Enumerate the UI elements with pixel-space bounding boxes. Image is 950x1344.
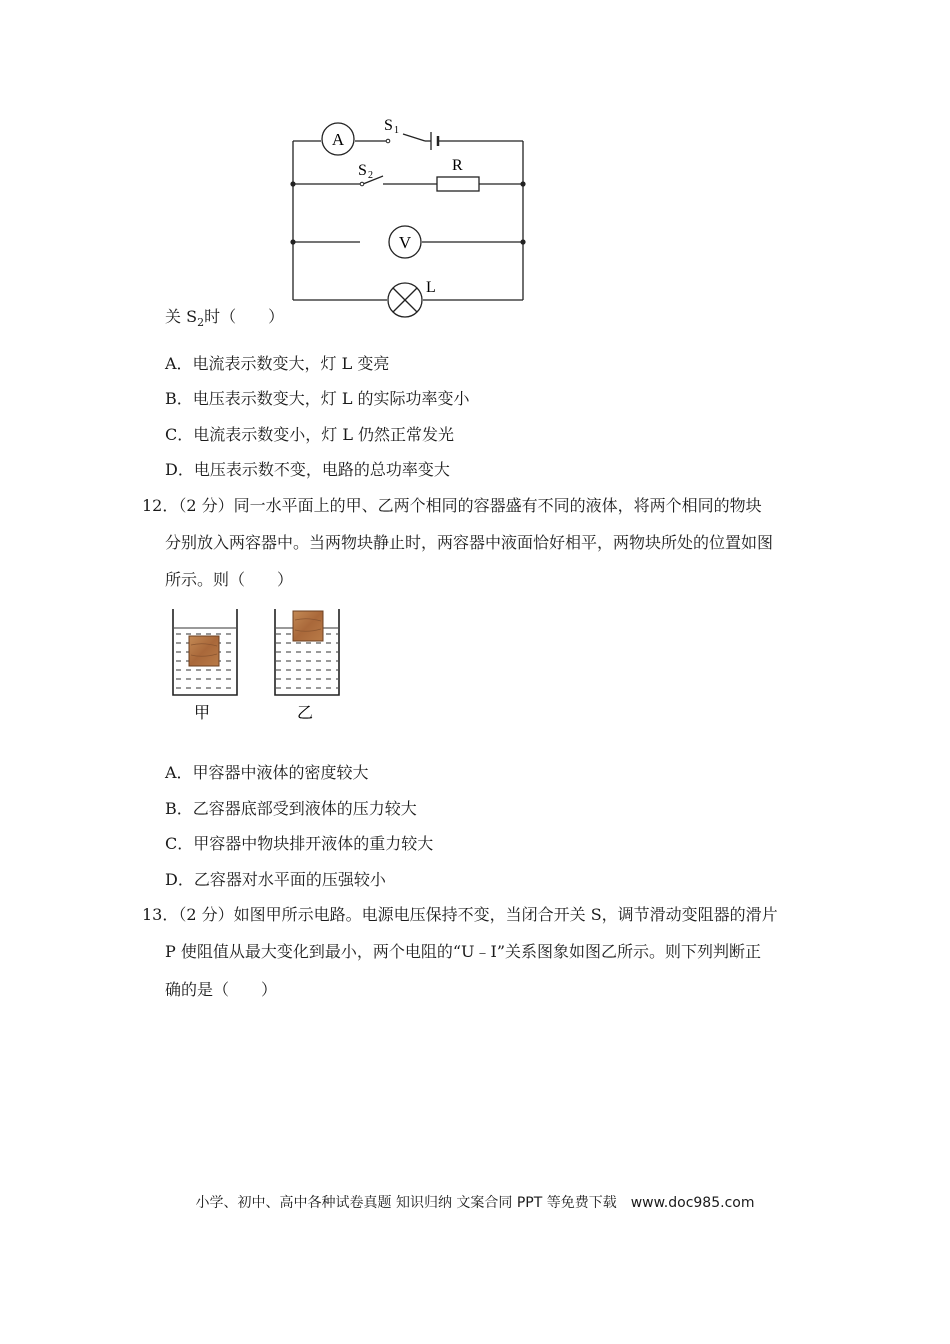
ammeter-label: A xyxy=(331,130,345,149)
resistor-label: R xyxy=(452,157,463,174)
q11-option-c[interactable]: C．电流表示数变小，灯 L 仍然正常发光 xyxy=(165,425,455,444)
q11-option-a[interactable]: A．电流表示数变大，灯 L 变亮 xyxy=(165,354,390,373)
page-footer: 小学、初中、高中各种试卷真题 知识归纳 文案合同 PPT 等免费下载 www.doc985.com xyxy=(195,1195,755,1211)
lamp-label: L xyxy=(426,279,436,296)
lamp-symbol xyxy=(388,283,422,317)
switch1-subscript: 1 xyxy=(394,125,399,136)
q12-stem-line1: 12．（2 分）同一水平面上的甲、乙两个相同的容器盛有不同的液体，将两个相同的物块 xyxy=(142,496,762,515)
switch2-label: S xyxy=(358,162,367,179)
q13-stem-line3: 确的是（ ） xyxy=(165,980,278,999)
label-yi: 乙 xyxy=(296,703,314,722)
q13-stem-line1: 13．（2 分）如图甲所示电路。电源电压保持不变，当闭合开关 S，调节滑动变阻器的滑片 xyxy=(142,905,778,924)
q12-option-d[interactable]: D．乙容器对水平面的压强较小 xyxy=(165,870,386,889)
q12-option-a[interactable]: A．甲容器中液体的密度较大 xyxy=(165,763,369,782)
q13-stem-line2: P 使阻值从最大变化到最小，两个电阻的“U﹣I”关系图象如图乙所示。则下列判断正 xyxy=(165,942,762,961)
q11-option-b[interactable]: B．电压表示数变大，灯 L 的实际功率变小 xyxy=(165,389,470,408)
container-jia xyxy=(173,609,237,695)
q12-option-b[interactable]: B．乙容器底部受到液体的压力较大 xyxy=(165,799,417,818)
q11-stem-tail: 关 $S_2$时（ ） xyxy=(165,307,285,330)
circuit-diagram xyxy=(285,110,535,325)
switch1-label: S xyxy=(384,117,393,134)
voltmeter-label: V xyxy=(398,233,412,252)
container-yi xyxy=(275,609,339,695)
q12-stem-line3: 所示。则（ ） xyxy=(165,570,294,589)
switch2-subscript: 2 xyxy=(368,170,373,181)
containers-figure xyxy=(165,603,350,728)
label-jia: 甲 xyxy=(193,703,211,722)
q12-stem-line2: 分别放入两容器中。当两物块静止时，两容器中液面恰好相平，两物块所处的位置如图 xyxy=(165,533,774,552)
q11-option-d[interactable]: D．电压表示数不变，电路的总功率变大 xyxy=(165,460,450,479)
q12-option-c[interactable]: C．甲容器中物块排开液体的重力较大 xyxy=(165,834,434,853)
